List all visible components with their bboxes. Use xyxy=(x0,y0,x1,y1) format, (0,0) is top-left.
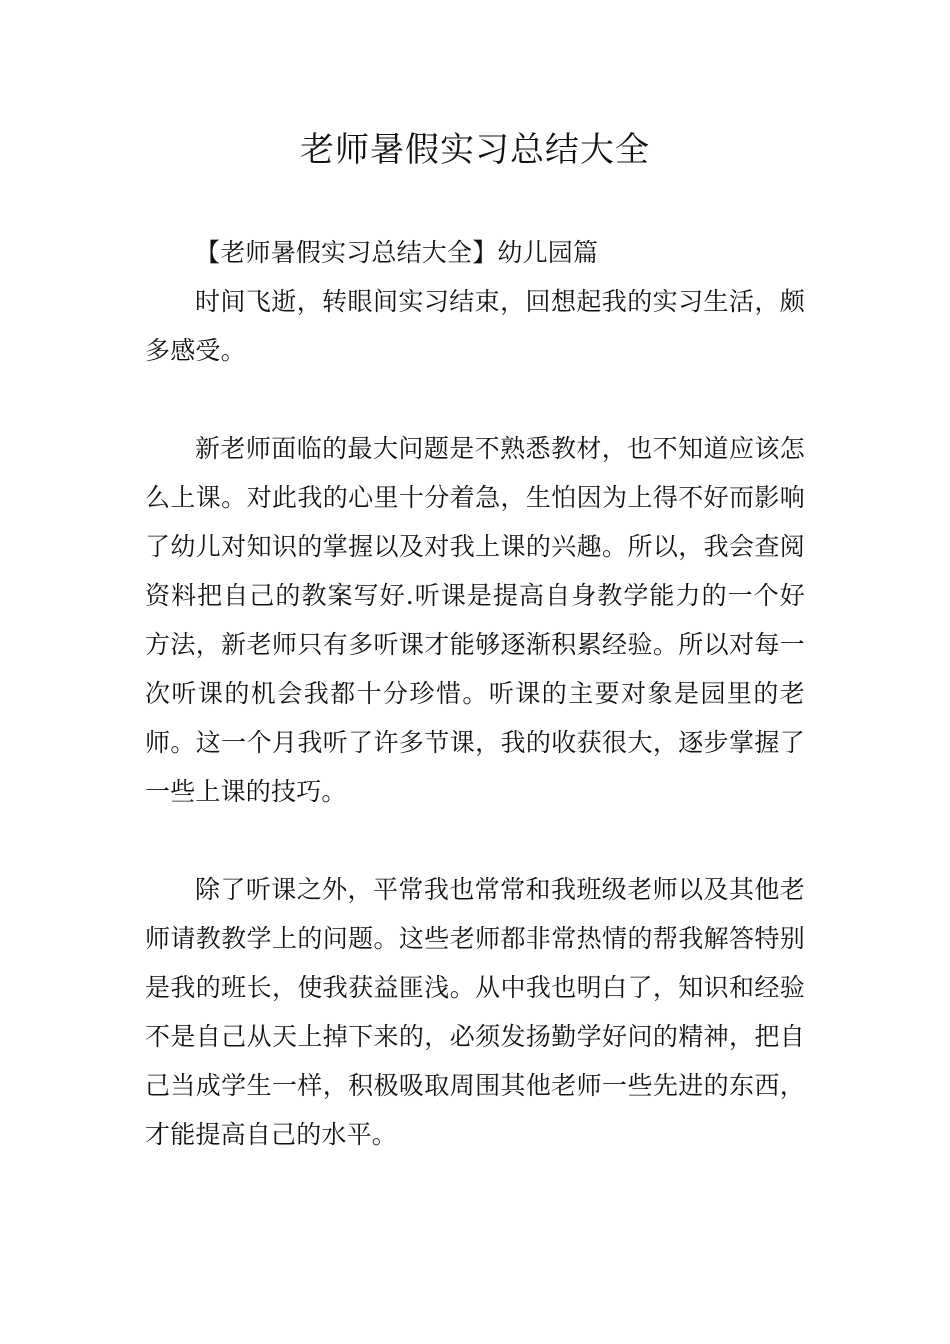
paragraph-new-teacher: 新老师面临的最大问题是不熟悉教材，也不知道应该怎么上课。对此我的心里十分着急，生怕因为上得不好而影响了幼儿对知识的掌握以及对我上课的兴趣。所以，我会查阅资料把自己的教案写好.听课是提高自身教学能力的一个好方法，新老师只有多听课才能够逐渐积累经验。所以对每一次听课的机会我都十分珍惜。听课的主要对象是园里的老师。这一个月我听了许多节课，我的收获很大，逐步掌握了一些上课的技巧。 xyxy=(145,434,805,806)
paragraph-spacer xyxy=(145,816,805,865)
section-heading: 【老师暑假实习总结大全】幼儿园篇 xyxy=(195,238,599,267)
paragraph-intro: 时间飞逝，转眼间实习结束，回想起我的实习生活，颇多感受。 xyxy=(145,287,805,365)
paragraph-consult-teachers: 除了听课之外，平常我也常常和我班级老师以及其他老师请教教学上的问题。这些老师都非常热情的帮我解答特别是我的班长，使我获益匪浅。从中我也明白了，知识和经验不是自己从天上掉下来的，必须发扬勤学好问的精神，把自己当成学生一样，积极吸取周围其他老师一些先进的东西，才能提高自己的水平。 xyxy=(145,875,805,1149)
document-title: 老师暑假实习总结大全 xyxy=(300,130,650,170)
paragraph-spacer xyxy=(145,375,805,424)
document-body xyxy=(145,228,805,1159)
